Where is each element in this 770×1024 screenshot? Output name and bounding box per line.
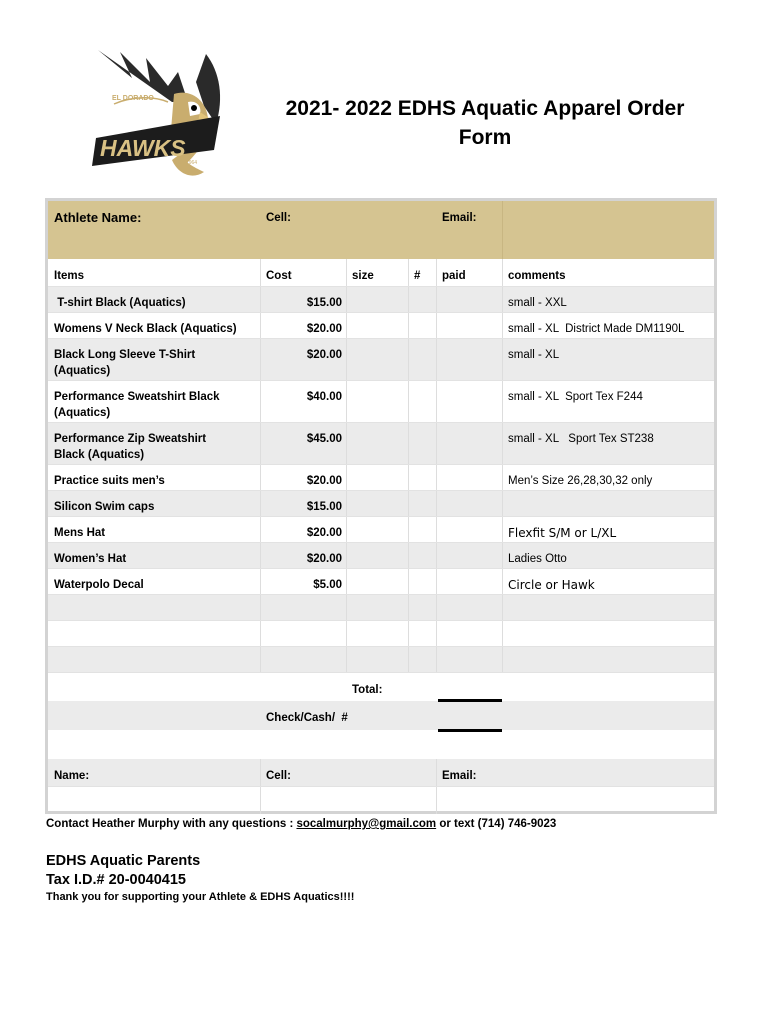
athlete-name-label: Athlete Name: bbox=[54, 210, 142, 225]
footer-name-label: Name: bbox=[54, 770, 90, 782]
item-name: T-shirt Black (Aquatics) bbox=[54, 297, 186, 309]
item-name: Women’s Hat bbox=[54, 553, 127, 565]
item-comment: small - XL District Made DM1190L bbox=[508, 323, 685, 335]
col-items: Items bbox=[54, 270, 85, 282]
item-cost: $20.00 bbox=[306, 553, 342, 565]
item-comment: Flexfit S/M or L/XL bbox=[508, 526, 617, 540]
item-name: Silicon Swim caps bbox=[54, 501, 155, 513]
item-comment: Ladies Otto bbox=[508, 553, 567, 565]
hawks-logo bbox=[88, 42, 236, 182]
payment-label: Check/Cash/ # bbox=[266, 712, 348, 724]
col-size: size bbox=[352, 270, 374, 282]
tax-id: Tax I.D.# 20-0040415 bbox=[46, 872, 186, 888]
org-name: EDHS Aquatic Parents bbox=[46, 853, 201, 869]
item-comment: small - XL bbox=[508, 349, 560, 361]
item-cost: $20.00 bbox=[306, 323, 342, 335]
item-cost: $20.00 bbox=[306, 349, 342, 361]
item-name: Black Long Sleeve T-Shirt (Aquatics) bbox=[54, 349, 196, 377]
col-qty: # bbox=[414, 270, 421, 282]
org-block bbox=[46, 852, 200, 890]
item-cost: $20.00 bbox=[306, 475, 342, 487]
item-comment: small - XL Sport Tex ST238 bbox=[508, 433, 654, 445]
contact-line bbox=[46, 818, 556, 830]
item-cost: $40.00 bbox=[306, 391, 342, 403]
svg-text:EST. 1964: EST. 1964 bbox=[174, 160, 198, 166]
thanks-note: Thank you for supporting your Athlete & EDHS Aquatics!!!! bbox=[46, 891, 355, 903]
contact-email-link[interactable]: socalmurphy@gmail.com bbox=[296, 818, 437, 830]
item-comment: small - XXL bbox=[508, 297, 567, 309]
athlete-cell-label: Cell: bbox=[266, 212, 291, 224]
item-comment: Men’s Size 26,28,30,32 only bbox=[508, 475, 653, 487]
col-cost: Cost bbox=[266, 270, 292, 282]
contact-prefix: Contact Heather Murphy with any questions : bbox=[46, 818, 297, 830]
contact-suffix: or text (714) 746-9023 bbox=[436, 818, 557, 830]
athlete-email-label: Email: bbox=[442, 212, 477, 224]
footer-email-label: Email: bbox=[442, 770, 477, 782]
order-form-table bbox=[45, 198, 717, 814]
item-cost: $45.00 bbox=[306, 433, 342, 445]
form-title: 2021- 2022 EDHS Aquatic Apparel Order Form bbox=[285, 97, 685, 149]
item-cost: $20.00 bbox=[306, 527, 342, 539]
col-comments: comments bbox=[508, 270, 566, 282]
item-name: Performance Sweatshirt Black (Aquatics) bbox=[54, 391, 220, 419]
item-name: Womens V Neck Black (Aquatics) bbox=[54, 323, 237, 335]
item-name: Mens Hat bbox=[54, 527, 106, 539]
item-name: Performance Zip Sweatshirt Black (Aquatics) bbox=[54, 433, 207, 461]
item-cost: $15.00 bbox=[306, 501, 342, 513]
col-paid: paid bbox=[442, 270, 466, 282]
payment-paid-line bbox=[438, 729, 502, 732]
item-name: Waterpolo Decal bbox=[54, 579, 144, 591]
total-paid-line bbox=[438, 699, 502, 702]
svg-text:EL DORADO: EL DORADO bbox=[112, 95, 154, 102]
item-comment: small - XL Sport Tex F244 bbox=[508, 391, 643, 403]
item-cost: $5.00 bbox=[313, 579, 342, 591]
item-name: Practice suits men’s bbox=[54, 475, 165, 487]
item-cost: $15.00 bbox=[306, 297, 342, 309]
total-label: Total: bbox=[352, 684, 383, 696]
svg-text:HAWKS: HAWKS bbox=[100, 135, 186, 161]
item-comment: Circle or Hawk bbox=[508, 578, 595, 592]
footer-cell-label: Cell: bbox=[266, 770, 291, 782]
athlete-header-row bbox=[48, 201, 714, 259]
